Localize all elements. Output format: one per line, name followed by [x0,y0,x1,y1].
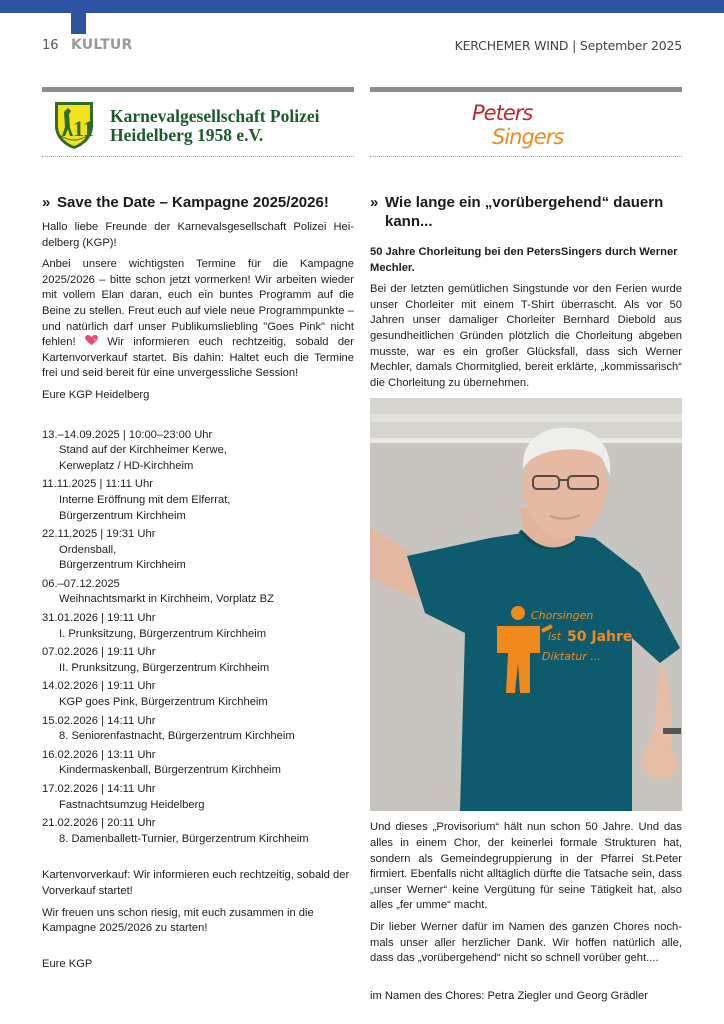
section-label: KULTUR [71,37,133,53]
event-desc: Kindermaskenball, Bürgerzentrum Kirchheim [59,764,281,777]
event-item [42,611,354,642]
event-desc: I. Prunksitzung, Bürgerzentrum Kirchheim [59,627,267,640]
peterssingers-article [370,87,682,1004]
article-title [42,193,354,212]
event-desc: 8. Seniorenfastnacht, Bürgerzentrum Kirchheim [59,730,295,743]
title-text: Save the Date – Kampagne 2025/2026! [57,194,329,211]
closing-paragraph: Kartenvorverkauf: Wir informieren euch rechtzeitig, sobald der Vorverkauf startet! [42,869,350,897]
svg-text:Chorsingen: Chorsingen [531,609,594,623]
event-item [42,527,354,574]
event-desc: II. Prunksitzung, Bürgerzentrum Kirchheim [59,661,270,674]
svg-text:ist: ist [548,630,562,644]
intro-paragraph: Hallo liebe Freunde der Karnevalsgesellschaft Polizei Heidelberg (KGP)! [42,221,354,249]
closing-paragraph: Wir freuen uns schon riesig, mit euch zusammen in die Kampagne 2025/2026 zu starten! [42,906,314,935]
peterssingers-logo-icon [470,96,580,152]
event-date: 31.01.2026 | 19:11 Uhr [42,612,156,625]
event-item [42,714,354,745]
conductor-photo [370,398,682,811]
event-date: 21.02.2026 | 20:11 Uhr [42,817,156,830]
event-item [42,679,354,710]
event-desc: 8. Damenballett-Turnier, Bürgerzentrum Kirchheim [59,832,309,845]
title-marker: » [370,194,379,211]
kgp-name-line2: Heidelberg 1958 e.V. [110,125,264,145]
body-paragraph: Bei der letzten gemütlichen Singstunde vor den Ferien wurde unser Chorleiter mit einem T-Shirt überrascht. Als vor 50 Jahren unser damaliger Chorleiter Bernhard Diebold aus gesundheitlichen Gründen plötzlich die Chorleitung abgeben musste, war es ein großer Glücksfall, dass sich Werner Mechler, damals Chormitglied, bereit erklärte, „kommissarisch“ die Chorleitung zu übernehmen. [370,283,682,389]
svg-text:11: 11 [73,116,94,141]
kgp-article [42,87,354,972]
event-date: 13.–14.09.2025 | 10:00–23:00 Uhr [42,428,213,441]
event-desc: Ordensball, [59,543,117,556]
page-number: 16 [42,38,59,53]
signature: im Namen des Chores: Petra Ziegler und Georg Grädler [370,989,648,1002]
event-date: 06.–07.12.2025 [42,577,120,590]
heart-emoji-icon [85,335,98,346]
event-desc: Kerweplatz / HD-Kirchheim [59,459,194,472]
event-date: 07.02.2026 | 19:11 Uhr [42,646,156,659]
lead-paragraph: 50 Jahre Chorleitung bei den PetersSingers durch Werner Mechler. [370,246,678,274]
event-item [42,577,354,608]
event-date: 22.11.2025 | 19:31 Uhr [42,528,156,541]
event-desc: Bürgerzentrum Kirchheim [59,509,186,522]
kgp-logo [42,92,354,156]
peterssingers-logo [370,92,682,156]
kgp-name-line1: Karnevalgesellschaft Polizei [110,106,320,126]
event-item [42,782,354,813]
title-marker: » [42,194,51,211]
conductor-photo-illustration [370,398,682,811]
event-date: 11.11.2025 | 11:11 Uhr [42,478,153,491]
body-paragraph: Und dieses „Provisorium“ hält nun schon 50 Jahre. Und das alles in einem Chor, der keinerlei formale Strukturen hat, sondern als Gemeindegruppierung in der Pfarrei St.Peter firmiert. Ebenfalls nicht alltäglich dürfte die Tatsache sein, dass „unser Werner“ keine Vergütung für seine Tätigkeit hat, also alles „fer umme“ macht. [370,821,682,912]
signature: Eure KGP [42,957,93,970]
body-paragraph [42,257,354,382]
body-paragraph: Dir lieber Werner dafür im Namen des ganzen Chores nochmals unser aller herzlicher Dank. Wir hoffen natürlich alle, dass das „vorübergehend“ nicht so schnell vorüber geht.... [370,920,682,965]
event-item [42,816,354,847]
svg-text:Singers: Singers [492,125,564,149]
event-date: 14.02.2026 | 19:11 Uhr [42,680,156,693]
event-desc: Weihnachtsmarkt in Kirchheim, Vorplatz BZ [59,593,274,606]
body-text: Anbei unsere wichtigsten Termine für die Kampagne 2025/2026 – bitte schon jetzt vormerken! Wir arbeiten wieder mit vollem Elan daran, euch ein buntes Programm auf die Beine zu stellen. Freut euch auf viele neue Programmpunkte – und natürlich darf unser Publikumsliebling "Goes Pink" nicht fehlen! [42,258,354,349]
event-item [42,428,354,475]
body-text-cont: Wir informieren euch rechtzeitig, sobald der Kartenvorverkauf startet. Bis dahin: Haltet euch die Termine frei und seid bereit für eine unvergessliche Session! [42,336,354,380]
title-text: Wie lange ein „vorübergehend“ dauern kann... [385,194,664,230]
event-item [42,645,354,676]
svg-text:Peters: Peters [472,101,533,125]
greeting: Eure KGP Heidelberg [42,388,150,401]
event-date: 17.02.2026 | 14:11 Uhr [42,783,156,795]
event-date: 16.02.2026 | 13:11 Uhr [42,748,156,761]
kgp-name [110,107,319,145]
section-tab-marker [71,13,86,34]
kgp-crest-icon [53,100,95,150]
event-desc: Bürgerzentrum Kirchheim [59,559,186,572]
event-desc: KGP goes Pink, Bürgerzentrum Kirchheim [59,696,268,709]
event-desc: Stand auf der Kirchheimer Kerwe, [59,444,227,457]
event-date: 15.02.2026 | 14:11 Uhr [42,714,156,727]
event-desc: Interne Eröffnung mit dem Elferrat, [59,493,231,506]
top-accent-bar [0,0,724,13]
svg-text:50 Jahre: 50 Jahre [567,629,633,646]
event-list [42,428,354,848]
article-title [370,193,682,231]
event-desc: Fastnachtsumzug Heidelberg [59,798,205,811]
event-item [42,477,354,524]
svg-text:Diktatur ...: Diktatur ... [542,650,601,664]
event-item [42,748,354,779]
publication-info: KERCHEMER WIND | September 2025 [454,38,682,53]
